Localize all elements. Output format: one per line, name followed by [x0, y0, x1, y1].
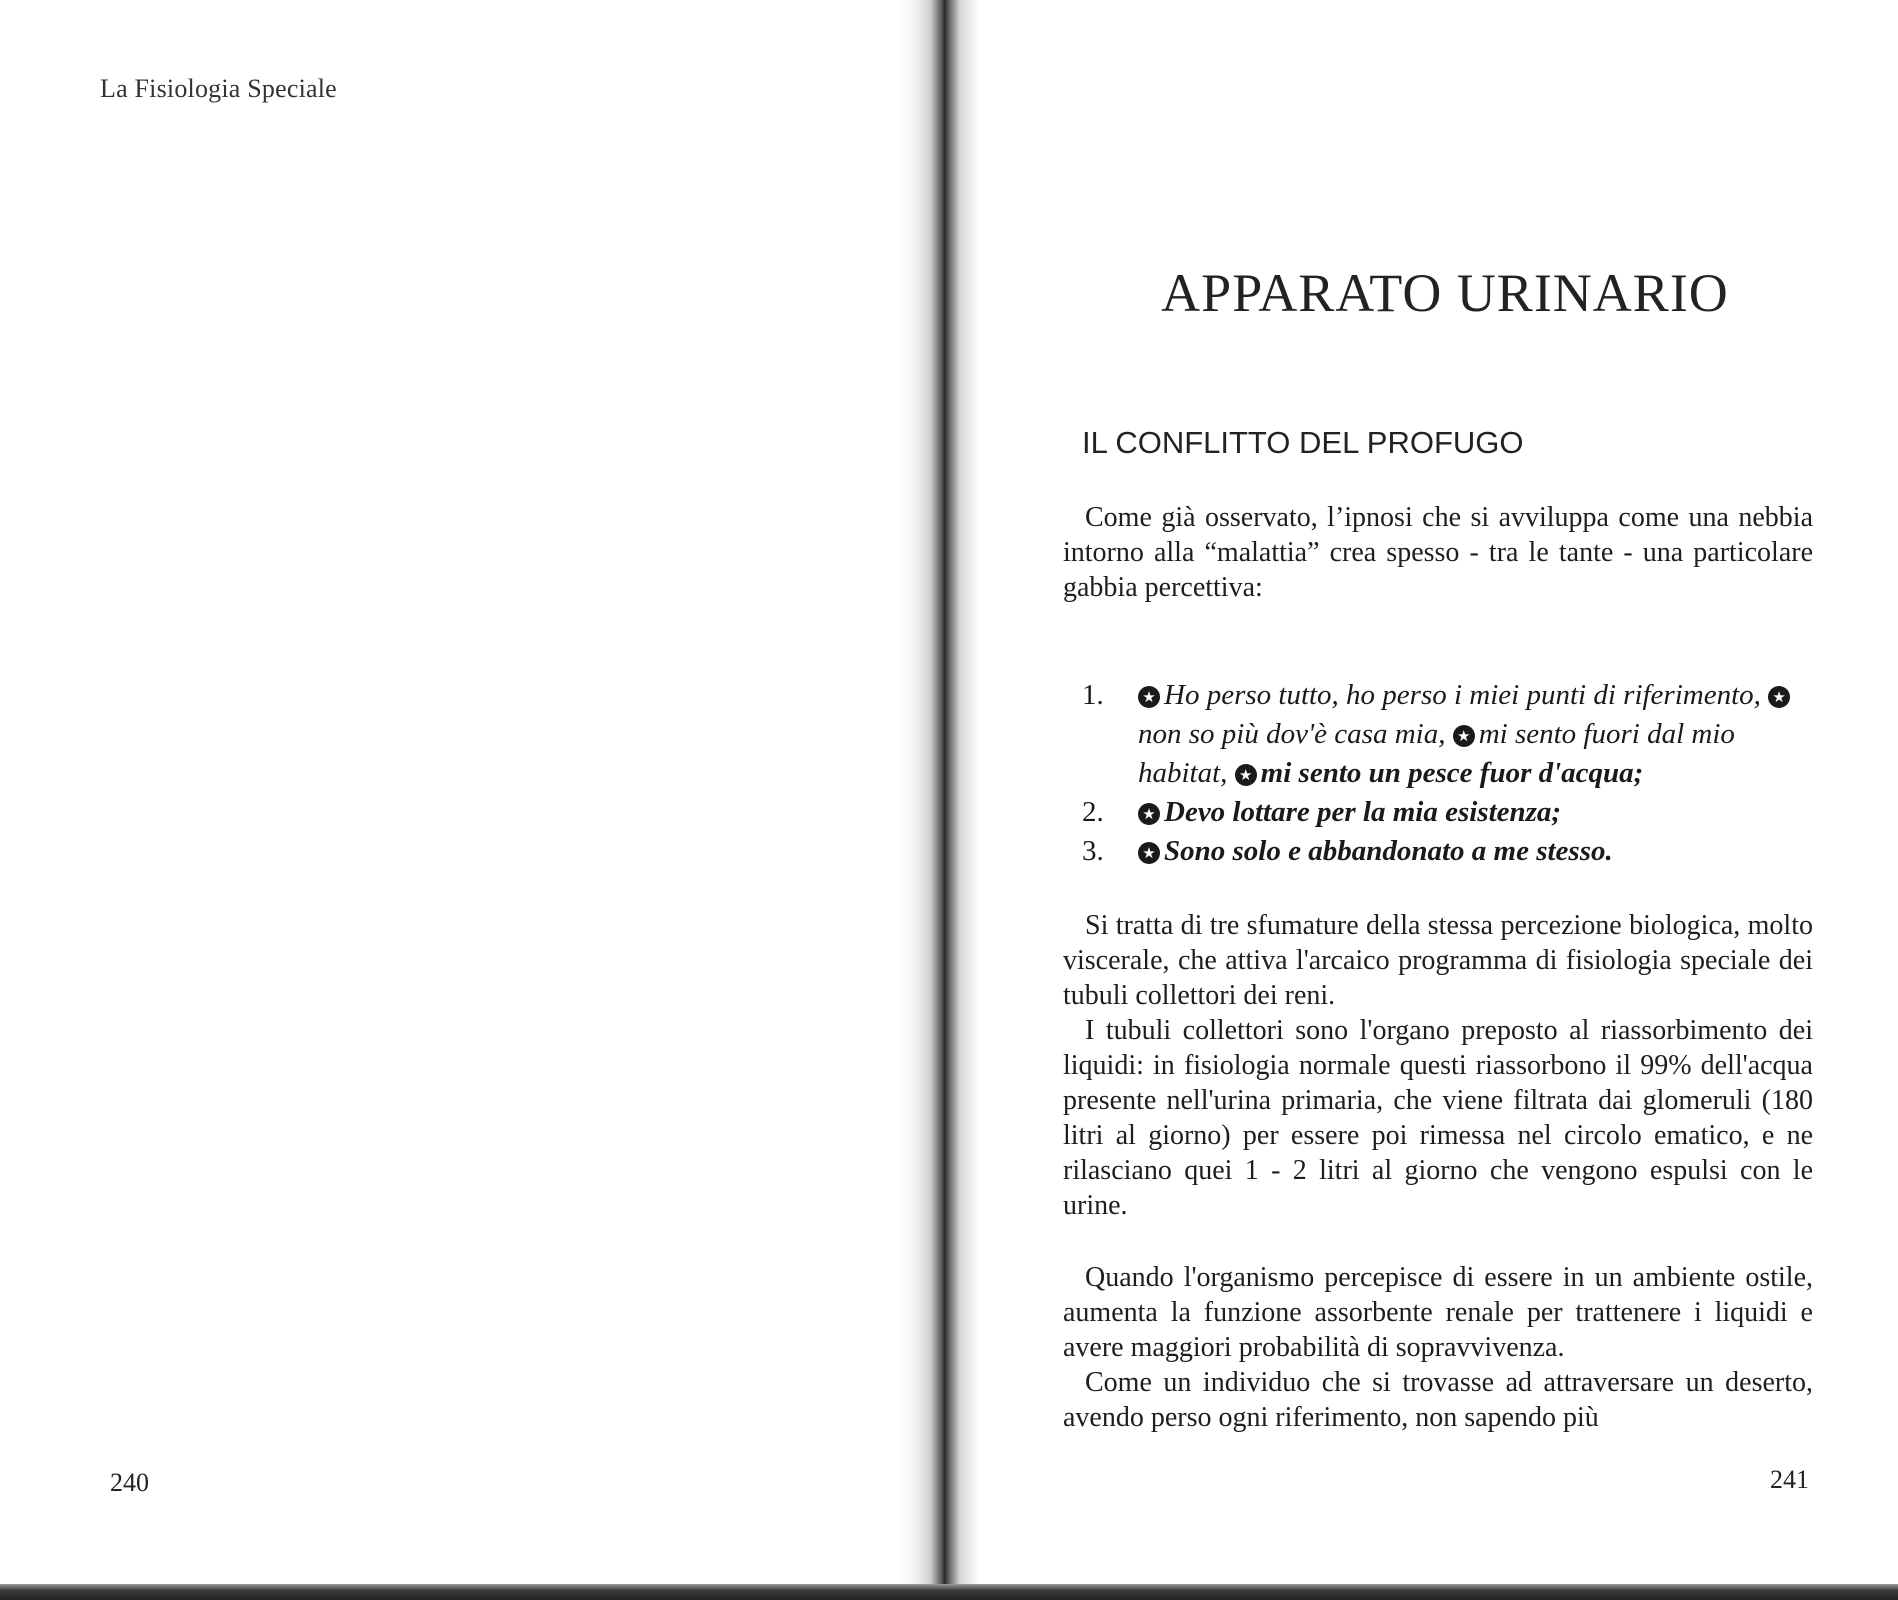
running-head: La Fisiologia Speciale [100, 74, 337, 103]
body-paragraph: Quando l'organismo percepisce di essere in un ambiente ostile, aumenta la funzione assorbente renale per trattenere i liquidi e avere maggiori probabilità di sopravvivenza. [1063, 1262, 1813, 1363]
star-circle-icon: ★ [1138, 803, 1160, 825]
star-circle-icon: ★ [1138, 686, 1160, 708]
list-item-content [1138, 679, 1794, 789]
page-number-right: 241 [1770, 1465, 1809, 1494]
list-item [1082, 676, 1822, 793]
page-number-left: 240 [110, 1468, 149, 1497]
star-circle-icon: ★ [1453, 725, 1475, 747]
body-paragraph: I tubuli collettori sono l'organo preposto al riassorbimento dei liquidi: in fisiologia normale questi riassorbono il 99% dell'acqua presente nell'urina primaria, che viene filtrata dai glomeruli (180 litri al giorno) per essere poi rimessa nel circolo ematico, e ne rilasciano quei 1 - 2 litri al giorno che vengono espulsi con le urine. [1063, 1015, 1813, 1221]
list-phrase: non so più dov'è casa mia, [1138, 718, 1446, 750]
list-phrase: Sono solo e abbandonato a me stesso. [1164, 835, 1613, 867]
list-item [1082, 793, 1822, 832]
list-number: 1. [1082, 679, 1104, 711]
left-page [0, 0, 930, 1580]
intro-text: Come già osservato, l’ipnosi che si avviluppa come una nebbia intorno alla “malattia” crea spesso - tra le tante - una particolare gabbia percettiva: [1063, 502, 1813, 603]
intro-paragraph [1063, 500, 1813, 605]
list-phrase: mi sento un pesce fuor d'acqua; [1260, 757, 1644, 789]
section-heading: IL CONFLITTO DEL PROFUGO [1082, 425, 1524, 460]
star-circle-icon: ★ [1138, 842, 1160, 864]
list-number: 2. [1082, 796, 1104, 828]
star-circle-icon: ★ [1235, 764, 1257, 786]
list-phrase: Devo lottare per la mia esistenza; [1164, 796, 1562, 828]
body-text-continued [1063, 1260, 1813, 1435]
book-gutter [900, 0, 980, 1590]
list-number: 3. [1082, 835, 1104, 867]
body-paragraph: Si tratta di tre sfumature della stessa percezione biologica, molto viscerale, che attiva l'arcaico programma di fisiologia speciale dei tubuli collettori dei reni. [1063, 910, 1813, 1011]
star-circle-icon: ★ [1768, 686, 1790, 708]
list-phrase: Ho perso tutto, ho perso i miei punti di riferimento, [1164, 679, 1761, 711]
body-paragraph: Come un individuo che si trovasse ad attraversare un deserto, avendo perso ogni riferimento, non sapendo più [1063, 1367, 1813, 1433]
list-item [1082, 832, 1822, 871]
list-phrase: mi sento fuori dal mio habitat, [1138, 718, 1735, 789]
body-text [1063, 908, 1813, 1223]
chapter-title: APPARATO URINARIO [1161, 263, 1729, 323]
perception-list [1082, 676, 1822, 871]
scan-edge [0, 1584, 1898, 1600]
